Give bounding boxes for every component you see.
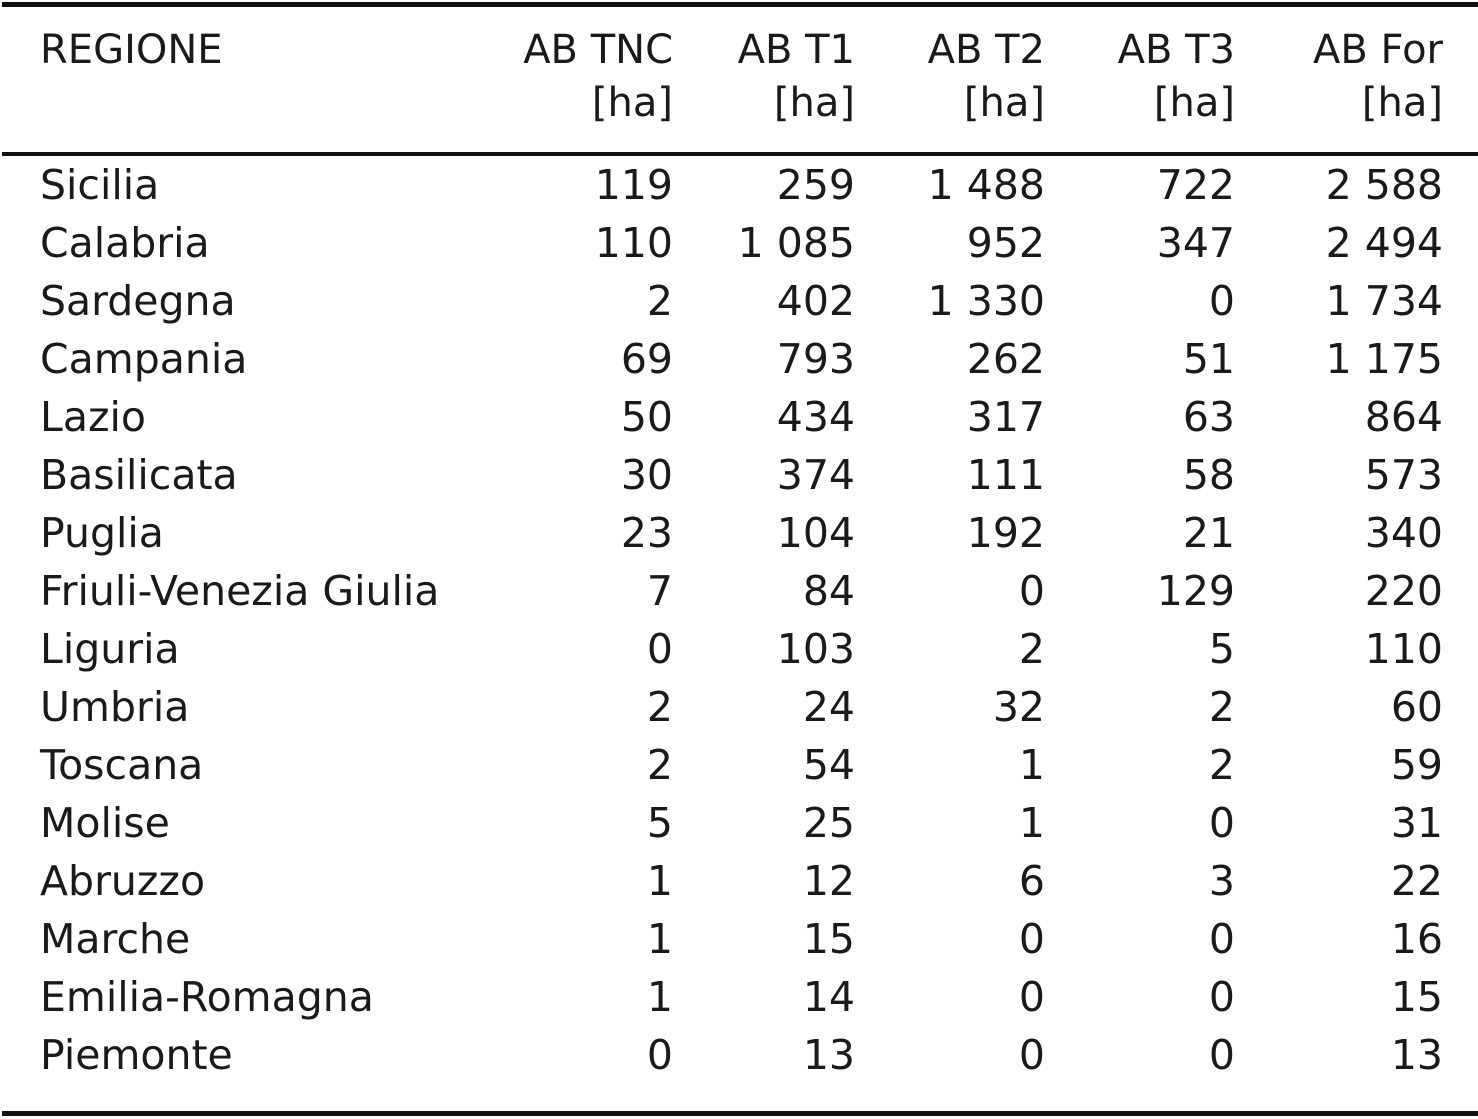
cell-ab-t2: 1 [1018,799,1045,847]
cell-regione: Friuli-Venezia Giulia [40,567,440,615]
cell-ab-tnc: 5 [646,799,673,847]
cell-regione: Umbria [40,683,190,731]
table-row [0,504,1478,562]
cell-ab-tnc: 2 [646,277,673,325]
header-ab-for: AB For [1312,27,1443,73]
cell-ab-tnc: 0 [646,625,673,673]
table-row [0,910,1478,968]
cell-regione: Sicilia [40,161,160,209]
table-row [0,1026,1478,1084]
cell-ab-t1: 15 [802,915,855,963]
cell-ab-t2: 2 [1018,625,1045,673]
cell-ab-t1: 793 [776,335,855,383]
cell-ab-for: 1 175 [1325,335,1443,383]
cell-ab-t3: 0 [1208,915,1235,963]
cell-regione: Sardegna [40,277,236,325]
cell-ab-tnc: 119 [594,161,673,209]
table-row [0,736,1478,794]
cell-ab-t2: 952 [966,219,1045,267]
cell-ab-tnc: 1 [646,857,673,905]
cell-ab-tnc: 30 [620,451,673,499]
cell-ab-for: 13 [1390,1031,1443,1079]
header-ab-tnc: AB TNC [523,27,673,73]
cell-ab-t1: 434 [776,393,855,441]
cell-ab-t3: 347 [1156,219,1235,267]
cell-ab-t1: 24 [802,683,855,731]
cell-ab-t3: 51 [1182,335,1235,383]
table-row [0,446,1478,504]
cell-ab-t3: 0 [1208,1031,1235,1079]
header-ab-t1: AB T1 [737,27,855,73]
cell-ab-t1: 402 [776,277,855,325]
table-row [0,388,1478,446]
header-regione-unit [0,76,470,134]
cell-ab-tnc: 23 [620,509,673,557]
cell-regione: Liguria [40,625,180,673]
cell-ab-t3: 21 [1182,509,1235,557]
cell-ab-t2: 0 [1018,915,1045,963]
cell-ab-for: 573 [1364,451,1443,499]
header-regione: REGIONE [40,27,223,73]
cell-ab-for: 2 588 [1325,161,1443,209]
cell-ab-t3: 58 [1182,451,1235,499]
cell-ab-for: 59 [1390,741,1443,789]
table-row [0,794,1478,852]
cell-ab-t3: 0 [1208,277,1235,325]
cell-ab-tnc: 7 [646,567,673,615]
cell-ab-tnc: 2 [646,683,673,731]
cell-ab-t3: 2 [1208,683,1235,731]
cell-regione: Marche [40,915,191,963]
cell-ab-t3: 63 [1182,393,1235,441]
cell-regione: Piemonte [40,1031,233,1079]
cell-ab-for: 60 [1390,683,1443,731]
cell-ab-tnc: 1 [646,973,673,1021]
table-body [0,156,1478,1084]
header-ab-t2: AB T2 [927,27,1045,73]
header-ab-t2-unit: [ha] [963,80,1045,126]
table-row [0,214,1478,272]
cell-ab-t3: 0 [1208,799,1235,847]
cell-ab-t2: 111 [966,451,1045,499]
cell-ab-for: 31 [1390,799,1443,847]
cell-ab-t1: 84 [802,567,855,615]
cell-ab-t2: 0 [1018,973,1045,1021]
cell-ab-for: 220 [1364,567,1443,615]
cell-ab-t2: 32 [992,683,1045,731]
table-row [0,562,1478,620]
cell-ab-for: 15 [1390,973,1443,1021]
cell-regione: Puglia [40,509,164,557]
cell-regione: Campania [40,335,248,383]
cell-ab-t1: 259 [776,161,855,209]
cell-ab-t1: 54 [802,741,855,789]
cell-ab-t2: 1 330 [927,277,1045,325]
cell-ab-t3: 2 [1208,741,1235,789]
cell-ab-t1: 103 [776,625,855,673]
cell-ab-t2: 317 [966,393,1045,441]
cell-ab-tnc: 50 [620,393,673,441]
cell-ab-t3: 5 [1208,625,1235,673]
header-ab-t3-unit: [ha] [1153,80,1235,126]
cell-ab-tnc: 69 [620,335,673,383]
cell-ab-for: 110 [1364,625,1443,673]
header-ab-t3: AB T3 [1117,27,1235,73]
cell-ab-t1: 374 [776,451,855,499]
cell-ab-t1: 1 085 [737,219,855,267]
table-header [0,0,1478,156]
cell-ab-t1: 14 [802,973,855,1021]
cell-ab-for: 1 734 [1325,277,1443,325]
cell-ab-tnc: 2 [646,741,673,789]
table-row [0,678,1478,736]
cell-ab-tnc: 0 [646,1031,673,1079]
cell-ab-t3: 3 [1208,857,1235,905]
table-row [0,620,1478,678]
cell-ab-t2: 1 488 [927,161,1045,209]
table-row [0,156,1478,214]
cell-ab-t1: 25 [802,799,855,847]
header-ab-t1-unit: [ha] [773,80,855,126]
cell-ab-t3: 0 [1208,973,1235,1021]
cell-ab-t2: 6 [1018,857,1045,905]
cell-ab-for: 16 [1390,915,1443,963]
table-row [0,272,1478,330]
cell-ab-for: 340 [1364,509,1443,557]
cell-regione: Emilia-Romagna [40,973,374,1021]
cell-regione: Abruzzo [40,857,206,905]
cell-ab-t2: 192 [966,509,1045,557]
cell-ab-tnc: 1 [646,915,673,963]
cell-ab-tnc: 110 [594,219,673,267]
cell-ab-t2: 1 [1018,741,1045,789]
cell-ab-t3: 722 [1156,161,1235,209]
cell-regione: Molise [40,799,170,847]
cell-ab-for: 864 [1364,393,1443,441]
cell-ab-t1: 104 [776,509,855,557]
header-ab-tnc-unit: [ha] [591,80,673,126]
table-row [0,330,1478,388]
cell-ab-t2: 0 [1018,1031,1045,1079]
cell-regione: Basilicata [40,451,238,499]
table-row [0,852,1478,910]
cell-ab-t1: 12 [802,857,855,905]
cell-regione: Calabria [40,219,210,267]
cell-ab-t1: 13 [802,1031,855,1079]
header-ab-for-unit: [ha] [1361,80,1443,126]
cell-ab-t3: 129 [1156,567,1235,615]
cell-ab-t2: 262 [966,335,1045,383]
cell-regione: Toscana [40,741,204,789]
cell-regione: Lazio [40,393,146,441]
cell-ab-for: 22 [1390,857,1443,905]
cell-ab-t2: 0 [1018,567,1045,615]
bottom-rule [2,1111,1478,1116]
cell-ab-for: 2 494 [1325,219,1443,267]
table-row [0,968,1478,1026]
